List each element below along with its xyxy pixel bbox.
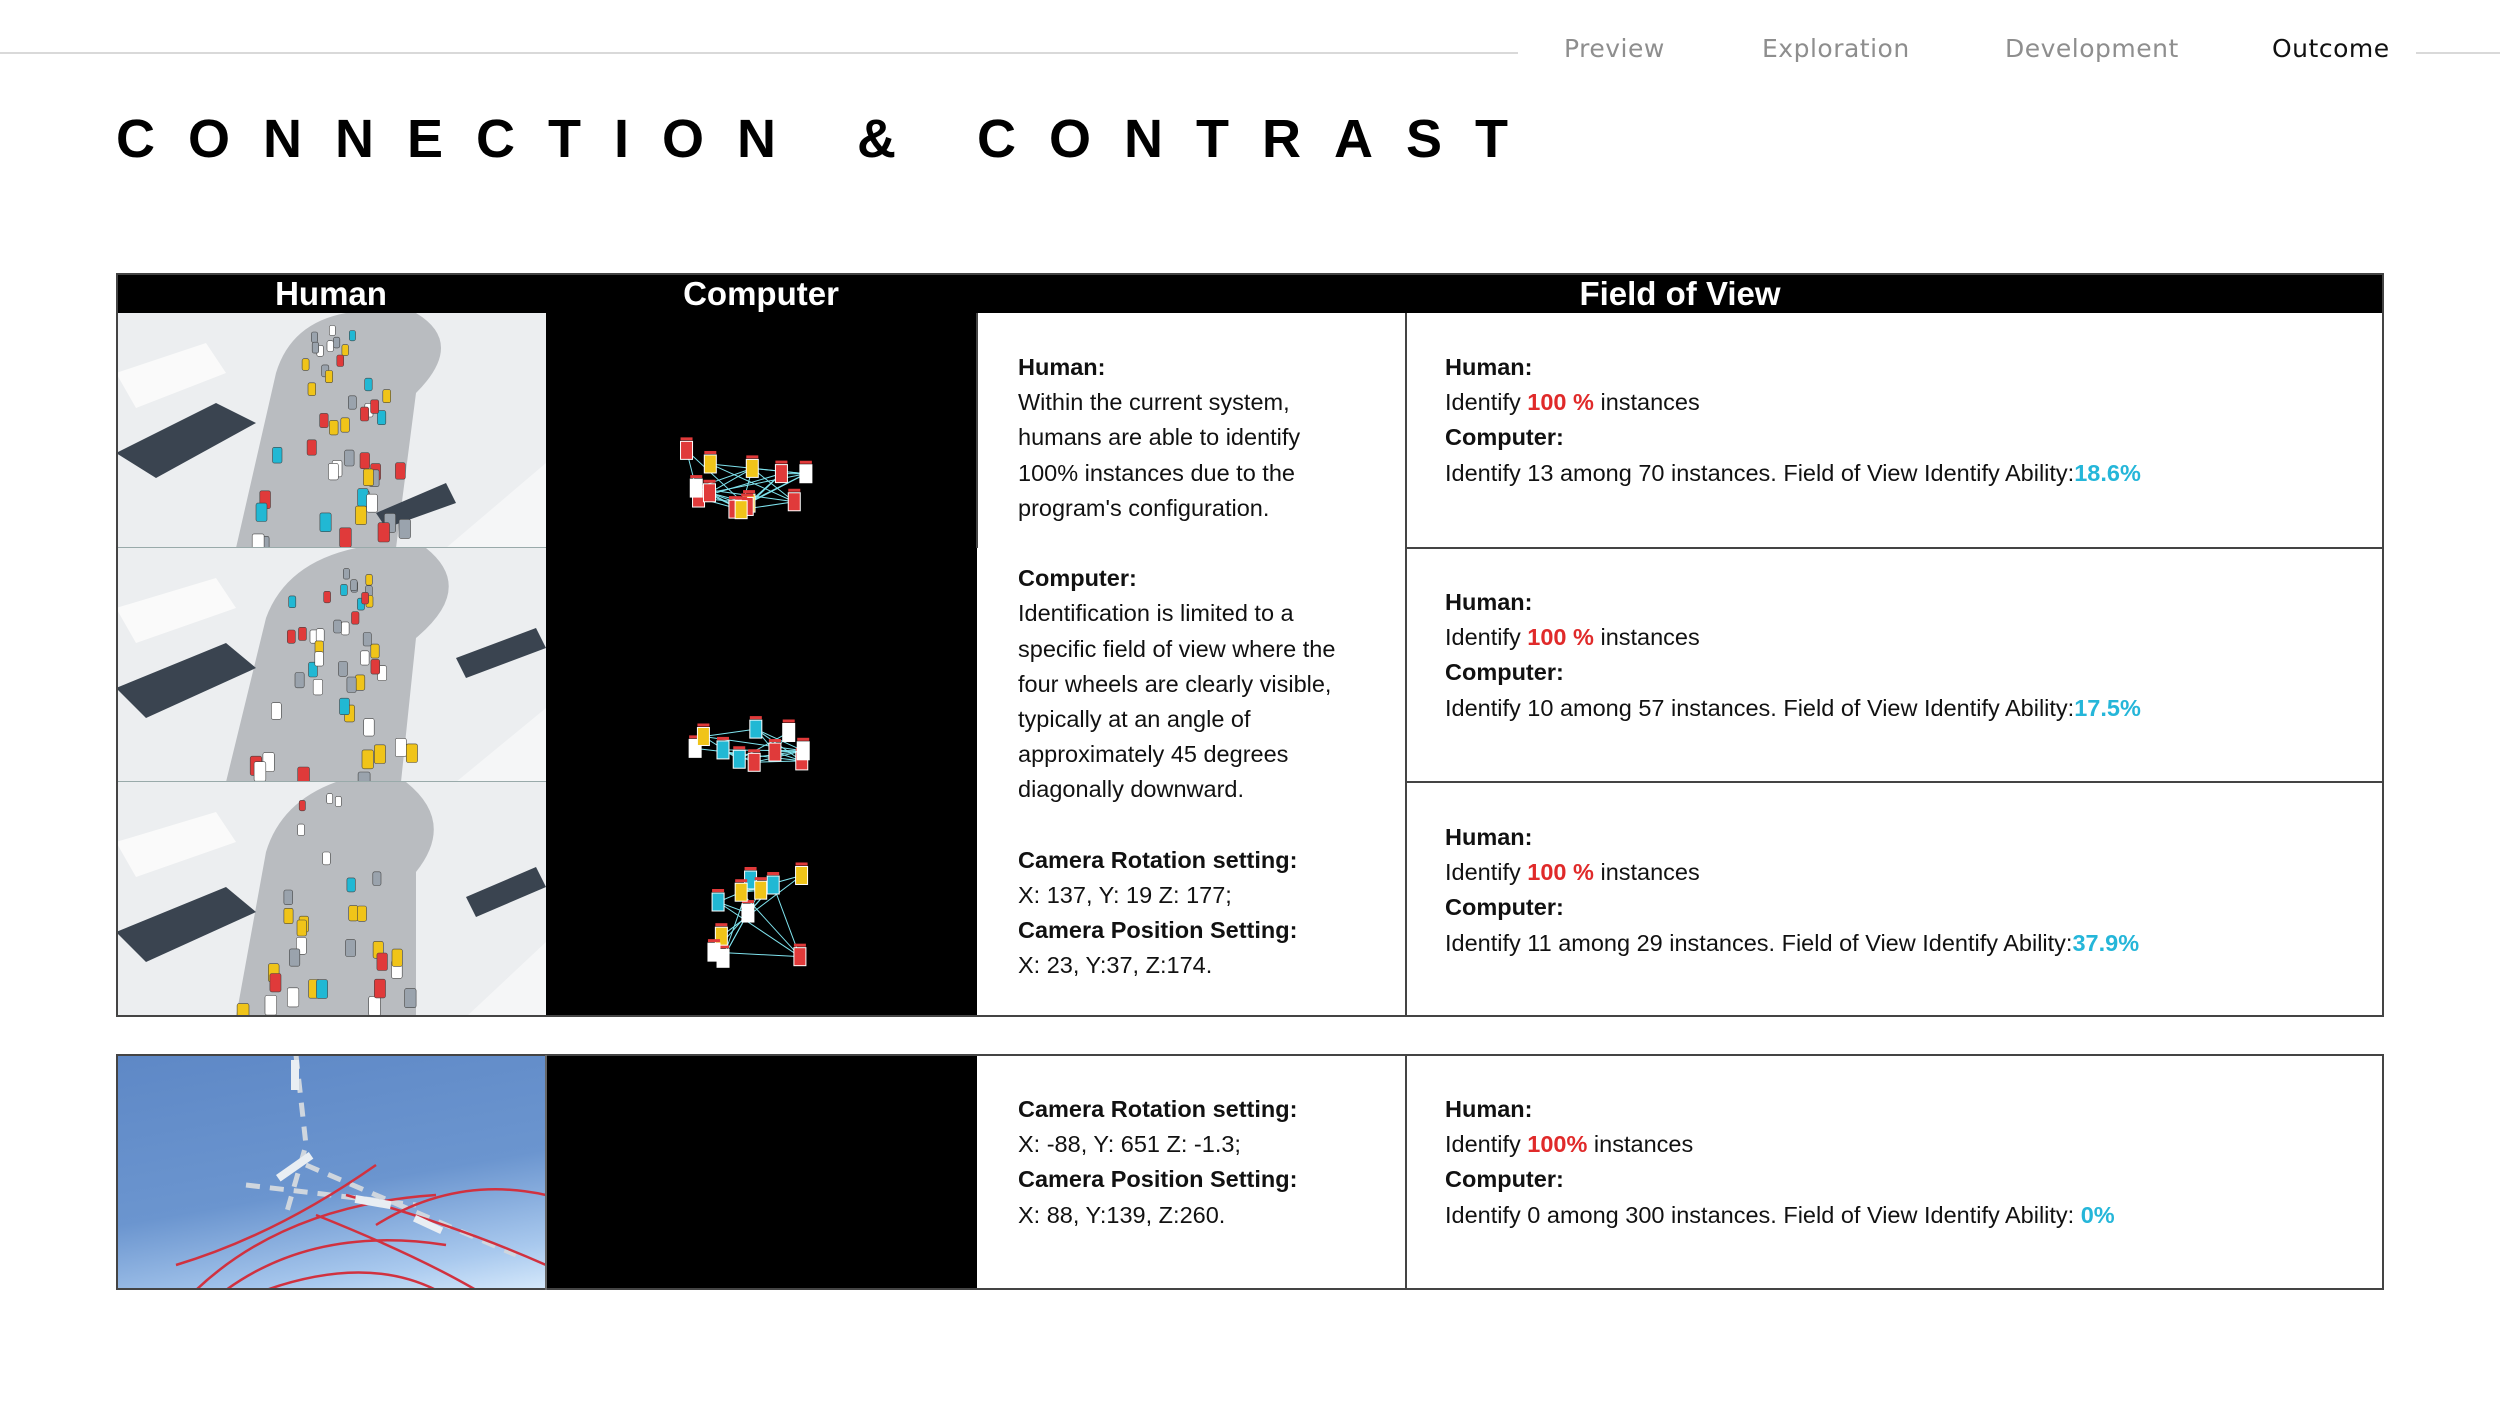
result-human-label: Human: bbox=[1445, 589, 1533, 615]
desc-human-label: Human: bbox=[1018, 354, 1106, 380]
ability-value: 0% bbox=[2080, 1201, 2115, 1228]
column-divider bbox=[545, 1055, 547, 1290]
desc-computer-label: Computer: bbox=[1018, 565, 1137, 592]
result-computer-label: Computer: bbox=[1445, 424, 1564, 451]
result-computer-label: Computer: bbox=[1445, 1166, 1564, 1193]
camera-rotation-value: X: 137, Y: 19 Z: 177; bbox=[1018, 882, 1232, 909]
desc-computer-line: typically at an angle of bbox=[1018, 706, 1251, 733]
camera-position-label: Camera Position Setting: bbox=[1018, 917, 1298, 944]
camera-position-value: X: 23, Y:37, Z:174. bbox=[1018, 952, 1213, 979]
result-human-text: Identify 100 % instances bbox=[1445, 624, 1700, 651]
result-human-text: Identify 100% instances bbox=[1445, 1131, 1694, 1158]
nav-divider-left bbox=[0, 52, 1518, 54]
human-percent: 100 % bbox=[1527, 624, 1594, 651]
human-percent: 100 % bbox=[1527, 859, 1594, 886]
header-field-of-view: Field of View bbox=[1579, 275, 1781, 312]
result-human-text: Identify 100 % instances bbox=[1445, 389, 1700, 416]
desc-computer-line: specific field of view where the bbox=[1018, 635, 1336, 662]
camera-rotation-label: Camera Rotation setting: bbox=[1018, 1096, 1298, 1122]
row-divider bbox=[1405, 781, 2384, 783]
result-human-text: Identify 100 % instances bbox=[1445, 859, 1700, 886]
result-computer-label: Computer: bbox=[1445, 894, 1564, 921]
ability-value: 18.6% bbox=[2074, 459, 2141, 486]
column-divider bbox=[1405, 313, 1407, 1017]
human-percent: 100 % bbox=[1527, 389, 1594, 416]
nav-item-development[interactable]: Development bbox=[2005, 34, 2179, 63]
header-human: Human bbox=[275, 275, 387, 312]
result-computer-text: Identify 13 among 70 instances. Field of View Identify Ability:18.6% bbox=[1445, 459, 2141, 486]
header-computer: Computer bbox=[683, 275, 839, 312]
desc-computer-line: Identification is limited to a bbox=[1018, 600, 1294, 627]
ability-value: 17.5% bbox=[2074, 694, 2141, 721]
row-divider bbox=[1405, 547, 2384, 549]
table-frame bbox=[116, 273, 2384, 1017]
camera-position-label: Camera Position Setting: bbox=[1018, 1166, 1298, 1193]
ability-value: 37.9% bbox=[2072, 929, 2140, 956]
result-human-label: Human: bbox=[1445, 354, 1533, 380]
column-divider bbox=[976, 313, 978, 548]
desc-computer-line: approximately 45 degrees bbox=[1018, 741, 1289, 768]
camera-rotation-value: X: -88, Y: 651 Z: -1.3; bbox=[1018, 1131, 1241, 1158]
nav-divider-right bbox=[2416, 52, 2500, 54]
nav-item-outcome[interactable]: Outcome bbox=[2272, 34, 2390, 63]
human-percent: 100% bbox=[1527, 1131, 1588, 1158]
result-human-label: Human: bbox=[1445, 824, 1533, 850]
second-table-frame bbox=[116, 1054, 2384, 1290]
camera-rotation-label: Camera Rotation setting: bbox=[1018, 846, 1298, 873]
result-computer-text: Identify 10 among 57 instances. Field of View Identify Ability:17.5% bbox=[1445, 694, 2141, 721]
nav-item-exploration[interactable]: Exploration bbox=[1762, 34, 1910, 63]
result-computer-text: Identify 0 among 300 instances. Field of View Identify Ability: 0% bbox=[1445, 1201, 2115, 1228]
desc-computer-line: four wheels are clearly visible, bbox=[1018, 670, 1332, 697]
desc-human-line: humans are able to identify bbox=[1018, 424, 1301, 451]
desc-computer-line: diagonally downward. bbox=[1018, 776, 1245, 803]
desc-human-line: 100% instances due to the bbox=[1018, 459, 1295, 486]
desc-human-line: Within the current system, bbox=[1018, 389, 1290, 416]
nav-item-preview[interactable]: Preview bbox=[1564, 34, 1665, 63]
result-computer-text: Identify 11 among 29 instances. Field of View Identify Ability:37.9% bbox=[1445, 929, 2140, 956]
result-computer-label: Computer: bbox=[1445, 659, 1564, 686]
desc-human-line: program's configuration. bbox=[1018, 494, 1270, 521]
column-divider bbox=[1405, 1055, 1407, 1290]
page-title: CONNECTION & CONTRAST bbox=[116, 109, 1541, 169]
camera-position-value: X: 88, Y:139, Z:260. bbox=[1018, 1201, 1226, 1228]
result-human-label: Human: bbox=[1445, 1096, 1533, 1122]
